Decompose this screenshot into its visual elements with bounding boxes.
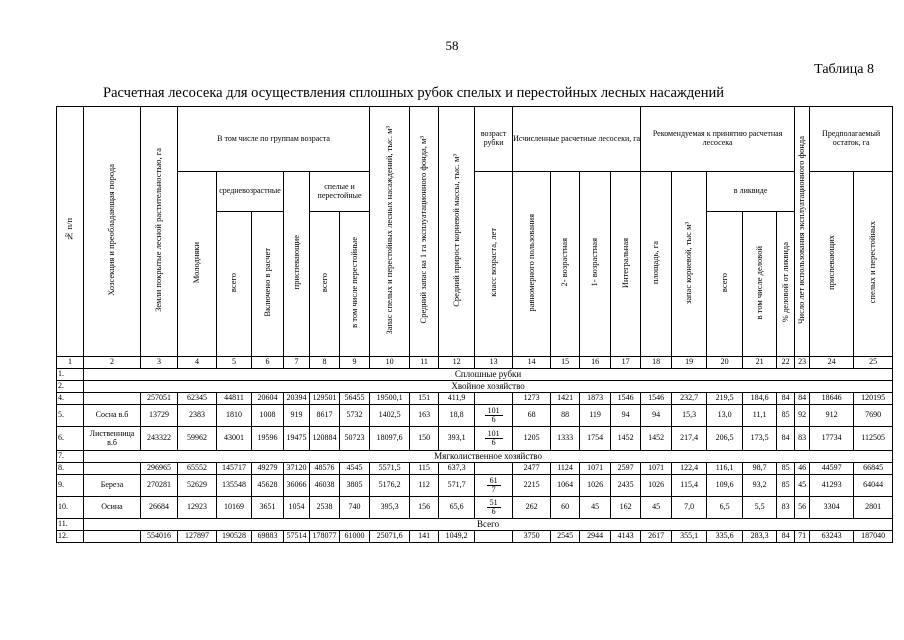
header-1age: 1- возрастная	[580, 172, 611, 357]
data-cell: 141	[410, 531, 439, 543]
column-number: 11	[410, 357, 439, 369]
data-cell: 217,4	[672, 427, 707, 451]
data-cell: 8617	[310, 405, 340, 427]
data-cell: 84	[777, 531, 795, 543]
age-class-cell	[475, 475, 513, 497]
data-cell: 1421	[551, 393, 580, 405]
data-cell: 59962	[178, 427, 217, 451]
header-ripe-stock: Запас спелых и перестойных лесных насаждений, тыс. м³	[370, 107, 410, 357]
column-number: 20	[707, 357, 743, 369]
data-cell: 25071,6	[370, 531, 410, 543]
header-uniform: равномерного пользования	[513, 172, 551, 357]
age-class-fraction	[487, 477, 501, 494]
data-cell: 1754	[580, 427, 611, 451]
data-cell: 18,8	[439, 405, 475, 427]
header-young: Молодняки	[178, 172, 217, 357]
column-number: 18	[641, 357, 672, 369]
row-number: 6.	[57, 427, 84, 451]
column-number: 6	[252, 357, 284, 369]
data-cell: 395,3	[370, 497, 410, 519]
data-cell: 740	[340, 497, 370, 519]
row-number: 10.	[57, 497, 84, 519]
data-cell: 1008	[252, 405, 284, 427]
data-cell: 3651	[252, 497, 284, 519]
data-cell: 88	[551, 405, 580, 427]
header-integral: Интегральная	[611, 172, 641, 357]
header-remainder: Предполагаемый остаток, га	[810, 107, 893, 172]
column-number: 7	[284, 357, 310, 369]
age-class-cell	[475, 427, 513, 451]
species-name: Береза	[84, 475, 141, 497]
data-cell: 2545	[551, 531, 580, 543]
data-cell: 56455	[340, 393, 370, 405]
data-cell: 219,5	[707, 393, 743, 405]
data-cell: 262	[513, 497, 551, 519]
data-cell: 7690	[854, 405, 893, 427]
header-liquid-total: всего	[707, 212, 743, 357]
data-cell: 84	[795, 393, 810, 405]
data-cell: 45	[580, 497, 611, 519]
header-age-groups: В том числе по группам возраста	[178, 107, 370, 172]
data-cell: 69883	[252, 531, 284, 543]
header-2age: 2- возрастная	[551, 172, 580, 357]
data-cell: 206,5	[707, 427, 743, 451]
data-cell: 120884	[310, 427, 340, 451]
data-cell: 119	[580, 405, 611, 427]
data-cell: 393,1	[439, 427, 475, 451]
data-cell: 45	[795, 475, 810, 497]
header-avg-growth: Средний прирост корневой массы, тыс. м³	[439, 107, 475, 357]
data-cell: 71	[795, 531, 810, 543]
data-cell: 7,0	[672, 497, 707, 519]
header-root-stock: запас корневой, тыс м³	[672, 172, 707, 357]
data-cell: 44597	[810, 463, 854, 475]
row-number: 2.	[57, 381, 84, 393]
table-row	[57, 463, 893, 475]
column-number: 10	[370, 357, 410, 369]
data-cell: 1546	[611, 393, 641, 405]
data-cell: 83	[777, 497, 795, 519]
data-cell: 94	[611, 405, 641, 427]
age-class-fraction	[485, 430, 503, 447]
species-name: Сосна в.б	[84, 405, 141, 427]
data-cell: 184,6	[743, 393, 777, 405]
fraction-denominator: 6	[491, 414, 496, 424]
column-number: 8	[310, 357, 340, 369]
header-mid-total: всего	[217, 212, 252, 357]
data-cell: 85	[777, 463, 795, 475]
column-number: 3	[141, 357, 178, 369]
data-cell: 2801	[854, 497, 893, 519]
data-cell: 43001	[217, 427, 252, 451]
age-class-cell	[475, 531, 513, 543]
data-cell: 17734	[810, 427, 854, 451]
band-row	[57, 381, 893, 393]
band-row	[57, 451, 893, 463]
header-rest-ripe: спелых и перестойных	[854, 172, 893, 357]
header-no: № п/п	[57, 107, 84, 357]
data-cell: 46	[795, 463, 810, 475]
header-mid-age: средневозрастные	[217, 172, 284, 212]
header-overripe: в том числе перестойные	[340, 212, 370, 357]
data-cell: 13,0	[707, 405, 743, 427]
data-cell: 112505	[854, 427, 893, 451]
data-cell: 63243	[810, 531, 854, 543]
data-cell: 1452	[611, 427, 641, 451]
data-cell: 85	[777, 475, 795, 497]
column-number: 17	[611, 357, 641, 369]
data-cell: 36066	[284, 475, 310, 497]
row-number: 9.	[57, 475, 84, 497]
data-cell: 5732	[340, 405, 370, 427]
data-cell: 190528	[217, 531, 252, 543]
data-cell: 26684	[141, 497, 178, 519]
data-cell: 19596	[252, 427, 284, 451]
data-cell: 2383	[178, 405, 217, 427]
data-cell: 11,1	[743, 405, 777, 427]
row-number: 12.	[57, 531, 84, 543]
data-cell: 120195	[854, 393, 893, 405]
band-label: Всего	[84, 519, 893, 531]
data-cell: 411,9	[439, 393, 475, 405]
data-cell: 48576	[310, 463, 340, 475]
fraction-denominator: 6	[491, 437, 496, 447]
data-cell: 1124	[551, 463, 580, 475]
column-number: 9	[340, 357, 370, 369]
fraction-numerator: 61	[487, 477, 501, 486]
column-number: 5	[217, 357, 252, 369]
data-cell: 83	[795, 427, 810, 451]
header-recommended: Рекомендуемая к принятию расчетная лесосека	[641, 107, 795, 172]
data-cell: 156	[410, 497, 439, 519]
data-cell: 1546	[641, 393, 672, 405]
table-row	[57, 475, 893, 497]
header-cut-age: возраст рубки	[475, 107, 513, 172]
data-cell: 65,6	[439, 497, 475, 519]
data-cell: 5,5	[743, 497, 777, 519]
data-cell: 45628	[252, 475, 284, 497]
data-cell: 1273	[513, 393, 551, 405]
data-cell: 173,5	[743, 427, 777, 451]
column-number: 19	[672, 357, 707, 369]
data-cell: 1026	[641, 475, 672, 497]
header-section: Хозсекция и преобладающая порода	[84, 107, 141, 357]
data-cell: 3750	[513, 531, 551, 543]
data-cell: 1064	[551, 475, 580, 497]
data-cell: 115	[410, 463, 439, 475]
data-cell: 1452	[641, 427, 672, 451]
age-class-cell	[475, 497, 513, 519]
data-cell: 571,7	[439, 475, 475, 497]
data-cell: 64044	[854, 475, 893, 497]
header-business: в том числе деловой	[743, 212, 777, 357]
data-cell: 62345	[178, 393, 217, 405]
age-class-cell	[475, 405, 513, 427]
page-number: 58	[445, 38, 459, 53]
data-cell: 145717	[217, 463, 252, 475]
header-liquid: в ликвиде	[707, 172, 795, 212]
data-cell: 4545	[340, 463, 370, 475]
table-row	[57, 393, 893, 405]
data-cell: 187040	[854, 531, 893, 543]
data-cell: 2435	[611, 475, 641, 497]
data-cell: 4143	[611, 531, 641, 543]
header-forest-land: Земли покрытые лесной растительностью, га	[141, 107, 178, 357]
data-cell: 162	[611, 497, 641, 519]
data-cell: 1071	[641, 463, 672, 475]
species-name	[84, 531, 141, 543]
data-cell: 19475	[284, 427, 310, 451]
data-cell: 1026	[580, 475, 611, 497]
column-number: 21	[743, 357, 777, 369]
data-cell: 1049,2	[439, 531, 475, 543]
data-cell: 270281	[141, 475, 178, 497]
age-class-fraction	[487, 499, 501, 516]
data-cell: 19500,1	[370, 393, 410, 405]
data-cell: 49279	[252, 463, 284, 475]
header-area: площадь, га	[641, 172, 672, 357]
data-cell: 46038	[310, 475, 340, 497]
column-number: 14	[513, 357, 551, 369]
data-cell: 84	[777, 393, 795, 405]
band-row	[57, 369, 893, 381]
data-cell: 37120	[284, 463, 310, 475]
row-number: 11.	[57, 519, 84, 531]
band-row	[57, 519, 893, 531]
lesoseka-table	[56, 106, 893, 543]
header-ripe-total: всего	[310, 212, 340, 357]
data-cell: 283,3	[743, 531, 777, 543]
data-cell: 112	[410, 475, 439, 497]
data-cell: 18097,6	[370, 427, 410, 451]
header-calculated: Исчисленные расчетные лесосеки, га	[513, 107, 641, 172]
column-number: 22	[777, 357, 795, 369]
column-number: 23	[795, 357, 810, 369]
data-cell: 2538	[310, 497, 340, 519]
species-name: Лиственница в.б	[84, 427, 141, 451]
column-number: 1	[57, 357, 84, 369]
table-row	[57, 497, 893, 519]
column-number: 2	[84, 357, 141, 369]
data-cell: 2215	[513, 475, 551, 497]
data-cell: 1054	[284, 497, 310, 519]
data-cell: 15,3	[672, 405, 707, 427]
species-name	[84, 463, 141, 475]
data-cell: 150	[410, 427, 439, 451]
band-label: Хвойное хозяйство	[84, 381, 893, 393]
column-number: 12	[439, 357, 475, 369]
fraction-denominator: 7	[491, 484, 496, 494]
row-number: 5.	[57, 405, 84, 427]
data-cell: 56	[795, 497, 810, 519]
data-cell: 6,5	[707, 497, 743, 519]
data-cell: 3304	[810, 497, 854, 519]
data-cell: 61000	[340, 531, 370, 543]
table-row	[57, 427, 893, 451]
column-numbers-row	[57, 357, 893, 369]
data-cell: 296965	[141, 463, 178, 475]
data-cell: 151	[410, 393, 439, 405]
data-cell: 1205	[513, 427, 551, 451]
data-cell: 135548	[217, 475, 252, 497]
header-rest-ripening: приспевающих	[810, 172, 854, 357]
data-cell: 45	[641, 497, 672, 519]
table-row	[57, 531, 893, 543]
data-cell: 1333	[551, 427, 580, 451]
data-cell: 2477	[513, 463, 551, 475]
data-cell: 94	[641, 405, 672, 427]
fraction-numerator: 51	[487, 499, 501, 508]
table-title: Расчетная лесосека для осуществления сплошных рубок спелых и перестойных лесных насаждений	[103, 85, 725, 101]
band-label: Сплошные рубки	[84, 369, 893, 381]
data-cell: 5176,2	[370, 475, 410, 497]
header-mid-included: Включено в расчет	[252, 212, 284, 357]
data-cell: 41293	[810, 475, 854, 497]
data-cell: 257051	[141, 393, 178, 405]
data-cell: 66845	[854, 463, 893, 475]
data-cell: 93,2	[743, 475, 777, 497]
row-number: 8.	[57, 463, 84, 475]
data-cell: 637,3	[439, 463, 475, 475]
row-number: 1.	[57, 369, 84, 381]
data-cell: 115,4	[672, 475, 707, 497]
data-cell: 18646	[810, 393, 854, 405]
age-class-fraction	[485, 407, 503, 424]
table-row	[57, 405, 893, 427]
data-cell: 178077	[310, 531, 340, 543]
data-cell: 919	[284, 405, 310, 427]
data-cell: 98,7	[743, 463, 777, 475]
data-cell: 85	[777, 405, 795, 427]
species-name: Осина	[84, 497, 141, 519]
header-business-pct: % деловой от ликвида	[777, 212, 795, 357]
data-cell: 122,4	[672, 463, 707, 475]
data-cell: 92	[795, 405, 810, 427]
data-cell: 65552	[178, 463, 217, 475]
data-cell: 1402,5	[370, 405, 410, 427]
header-age-class: класс возраста, лет	[475, 172, 513, 357]
data-cell: 60	[551, 497, 580, 519]
column-number: 4	[178, 357, 217, 369]
data-cell: 50723	[340, 427, 370, 451]
data-cell: 127897	[178, 531, 217, 543]
data-cell: 243322	[141, 427, 178, 451]
row-number: 7.	[57, 451, 84, 463]
data-cell: 116,1	[707, 463, 743, 475]
data-cell: 52629	[178, 475, 217, 497]
data-cell: 1810	[217, 405, 252, 427]
age-class-cell	[475, 463, 513, 475]
data-cell: 12923	[178, 497, 217, 519]
data-cell: 2597	[611, 463, 641, 475]
header-ripening: приспевающие	[284, 172, 310, 357]
species-name	[84, 393, 141, 405]
data-cell: 163	[410, 405, 439, 427]
fraction-numerator: 101	[485, 407, 503, 416]
data-cell: 84	[777, 427, 795, 451]
column-number: 25	[854, 357, 893, 369]
data-cell: 129501	[310, 393, 340, 405]
data-cell: 109,6	[707, 475, 743, 497]
data-cell: 1873	[580, 393, 611, 405]
data-cell: 3805	[340, 475, 370, 497]
data-cell: 20604	[252, 393, 284, 405]
data-cell: 912	[810, 405, 854, 427]
data-cell: 5571,5	[370, 463, 410, 475]
column-number: 16	[580, 357, 611, 369]
data-cell: 20394	[284, 393, 310, 405]
data-cell: 1071	[580, 463, 611, 475]
column-number: 24	[810, 357, 854, 369]
data-cell: 68	[513, 405, 551, 427]
data-cell: 10169	[217, 497, 252, 519]
data-cell: 232,7	[672, 393, 707, 405]
data-cell: 554016	[141, 531, 178, 543]
header-ripe: спелые и перестойные	[310, 172, 370, 212]
data-cell: 44811	[217, 393, 252, 405]
column-number: 13	[475, 357, 513, 369]
data-cell: 13729	[141, 405, 178, 427]
data-cell: 2944	[580, 531, 611, 543]
fraction-numerator: 101	[485, 430, 503, 439]
row-number: 4.	[57, 393, 84, 405]
age-class-cell	[475, 393, 513, 405]
fraction-denominator: 6	[491, 506, 496, 516]
data-cell: 2617	[641, 531, 672, 543]
data-cell: 355,1	[672, 531, 707, 543]
band-label: Мягколиственное хозяйство	[84, 451, 893, 463]
header-years: Число лет использования эксплуатационного фонда	[795, 107, 810, 357]
header-avg-stock: Средний запас на 1 га эксплуатационного фонда, м³	[410, 107, 439, 357]
data-cell: 57514	[284, 531, 310, 543]
table-label: Таблица 8	[814, 62, 874, 77]
data-cell: 335,6	[707, 531, 743, 543]
column-number: 15	[551, 357, 580, 369]
